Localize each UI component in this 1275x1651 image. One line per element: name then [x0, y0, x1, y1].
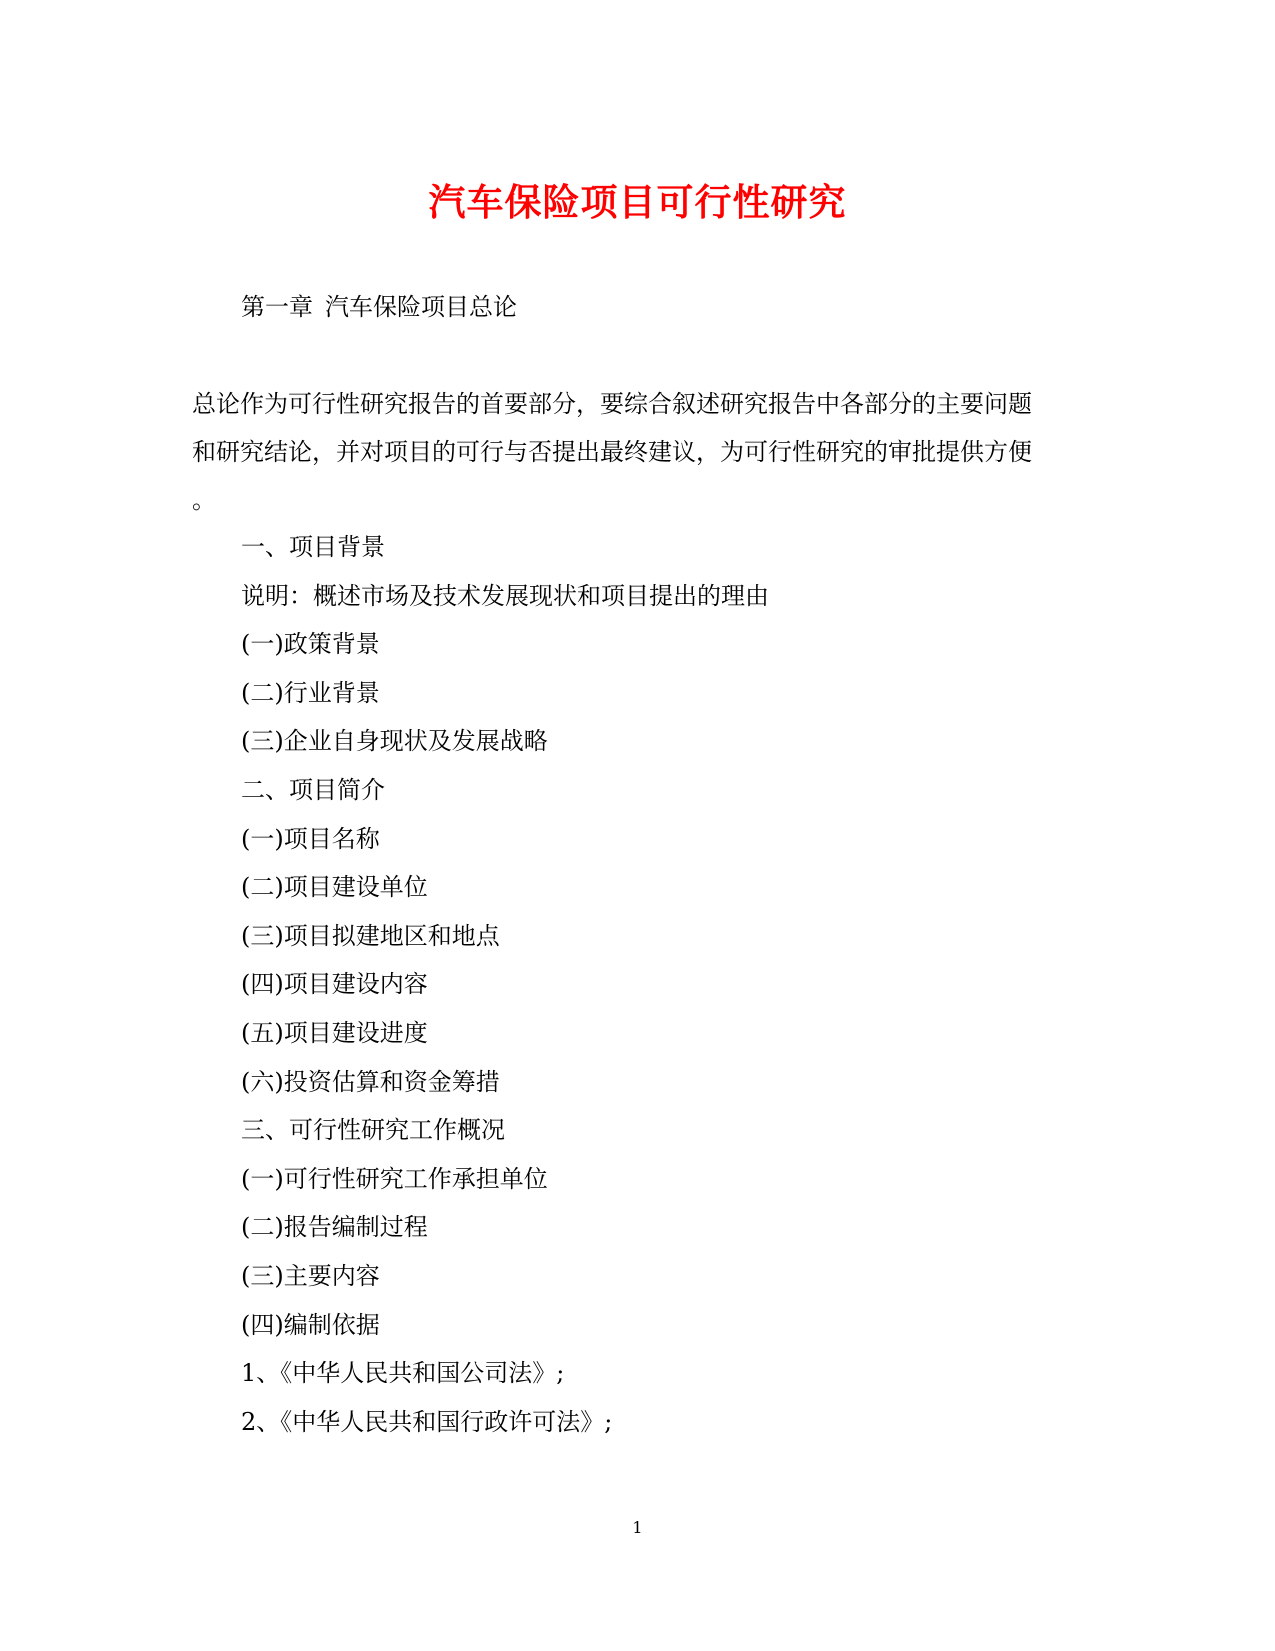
outline-item: (四)编制依据 — [241, 1310, 380, 1339]
outline-item: (一)政策背景 — [241, 630, 380, 659]
chapter-number: 第一章 — [241, 293, 313, 321]
outline-item: 二、项目简介 — [241, 775, 385, 804]
outline-item: 1、《中华人民共和国公司法》; — [241, 1359, 565, 1388]
document-title: 汽车保险项目可行性研究 — [428, 180, 847, 224]
outline-item: (一)项目名称 — [241, 824, 380, 853]
outline-list — [241, 523, 1061, 1446]
outline-item: (一)可行性研究工作承担单位 — [241, 1164, 548, 1193]
outline-item: (三)项目拟建地区和地点 — [241, 921, 500, 950]
outline-item: (四)项目建设内容 — [241, 970, 428, 999]
outline-item: 说明：概述市场及技术发展现状和项目提出的理由 — [241, 581, 769, 610]
outline-item: (三)主要内容 — [241, 1261, 380, 1290]
outline-item: (二)项目建设单位 — [241, 873, 428, 902]
intro-line: 总论作为可行性研究报告的首要部分，要综合叙述研究报告中各部分的主要问题 — [192, 390, 1032, 418]
intro-line: 和研究结论，并对项目的可行与否提出最终建议，为可行性研究的审批提供方便 — [192, 438, 1032, 466]
outline-item: (六)投资估算和资金筹措 — [241, 1067, 500, 1096]
intro-paragraph — [192, 380, 1072, 524]
page-number: 1 — [632, 1518, 643, 1537]
outline-item: (五)项目建设进度 — [241, 1018, 428, 1047]
intro-line: 。 — [192, 486, 216, 514]
chapter-heading — [241, 287, 517, 322]
outline-item: (二)行业背景 — [241, 678, 380, 707]
outline-item: 一、项目背景 — [241, 533, 385, 561]
chapter-title: 汽车保险项目总论 — [325, 293, 517, 321]
outline-item: (三)企业自身现状及发展战略 — [241, 727, 548, 756]
outline-item: (二)报告编制过程 — [241, 1213, 428, 1242]
outline-item: 2、《中华人民共和国行政许可法》; — [241, 1407, 613, 1436]
outline-item: 三、可行性研究工作概况 — [241, 1116, 505, 1145]
